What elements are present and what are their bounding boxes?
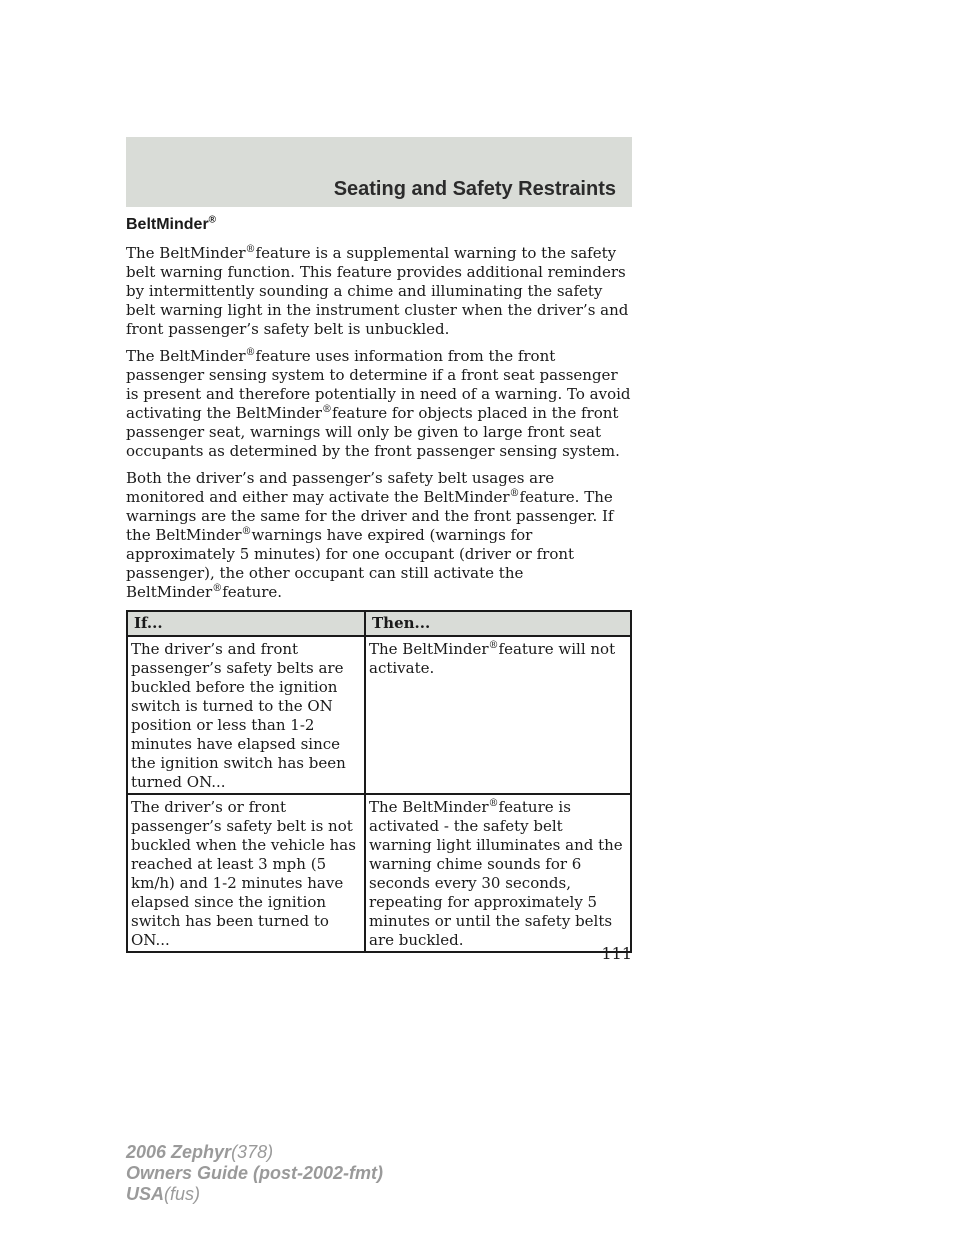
footer-model-code: (378) (231, 1142, 274, 1162)
table-row (127, 636, 631, 794)
page-content (126, 214, 632, 953)
footer-model: 2006 Zephyr (126, 1142, 232, 1162)
footer-line-3 (126, 1184, 383, 1205)
cell-text: feature will not activate. (369, 640, 616, 677)
page-number: 111 (601, 944, 632, 963)
table-cell-if: The driver’s or front passenger’s safety belt is not buckled when the vehicle has reached at least 3 mph (5 km/h) and 1-2 minutes have elapsed since the ignition switch has been turned to ON... (127, 794, 365, 952)
paragraph-text: feature for objects placed in the front passenger seat, warnings will only be given to large front seat occupants as determined by the front passenger sensing system. (126, 404, 620, 460)
registered-mark: ® (245, 347, 256, 358)
cell-text: The BeltMinder (369, 640, 489, 658)
paragraph-text: feature. (222, 583, 283, 601)
paragraph-text: feature is a supplemental warning to the safety belt warning function. This feature provides additional reminders by intermittently sounding a chime and illuminating the safety belt warning light in the instrument cluster when the driver’s and front passenger’s safety belt is unbuckled. (126, 244, 629, 338)
header-band (126, 137, 632, 207)
registered-mark: ® (488, 798, 499, 809)
chapter-title: Seating and Safety Restraints (333, 178, 616, 200)
table-cell-then (365, 636, 631, 794)
table-header-row (127, 611, 631, 636)
registered-mark: ® (488, 640, 499, 651)
paragraph-text: Both the driver’s and passenger’s safety belt usages are monitored and either may activate the BeltMinder (126, 469, 555, 506)
registered-mark: ® (241, 526, 252, 537)
table-header-if: If... (127, 611, 365, 636)
cell-text: The BeltMinder (369, 798, 489, 816)
footer-market-code: (fus) (164, 1184, 201, 1204)
registered-mark: ® (509, 488, 520, 499)
table-cell-if: The driver’s and front passenger’s safety belts are buckled before the ignition switch is turned to the ON position or less than 1-2 minutes have elapsed since the ignition switch has been turned ON... (127, 636, 365, 794)
registered-mark: ® (245, 244, 256, 255)
paragraph-1 (126, 244, 632, 339)
registered-mark: ® (321, 404, 332, 415)
paragraph-text: warnings have expired (warnings for approximately 5 minutes) for one occupant (driver or front passenger), the other occupant can still activate the BeltMinder (126, 526, 575, 601)
beltminder-table (126, 610, 632, 953)
paragraph-2 (126, 347, 632, 461)
footer-line-2: Owners Guide (post-2002-fmt) (126, 1163, 384, 1183)
footer (126, 1142, 383, 1205)
section-heading-text: BeltMinder (126, 216, 209, 233)
registered-mark: ® (208, 214, 217, 226)
table-cell-then (365, 794, 631, 952)
table-header-then: Then... (365, 611, 631, 636)
registered-mark: ® (212, 583, 223, 594)
section-heading (126, 214, 632, 236)
paragraph-text: The BeltMinder (126, 244, 246, 262)
paragraph-text: feature uses information from the front passenger sensing system to determine if a front seat passenger is present and therefore potentially in need of a warning. To avoid activating the BeltMinder (126, 347, 631, 422)
footer-market: USA (126, 1184, 165, 1204)
paragraph-3 (126, 469, 632, 602)
footer-line-1 (126, 1142, 383, 1163)
table-row (127, 794, 631, 952)
paragraph-text: feature. The warnings are the same for the driver and the front passenger. If the BeltMinder (126, 488, 614, 544)
paragraph-text: The BeltMinder (126, 347, 246, 365)
cell-text: feature is activated - the safety belt warning light illuminates and the warning chime sounds for 6 seconds every 30 seconds, repeating for approximately 5 minutes or until the safety belts are buckled. (369, 798, 623, 949)
